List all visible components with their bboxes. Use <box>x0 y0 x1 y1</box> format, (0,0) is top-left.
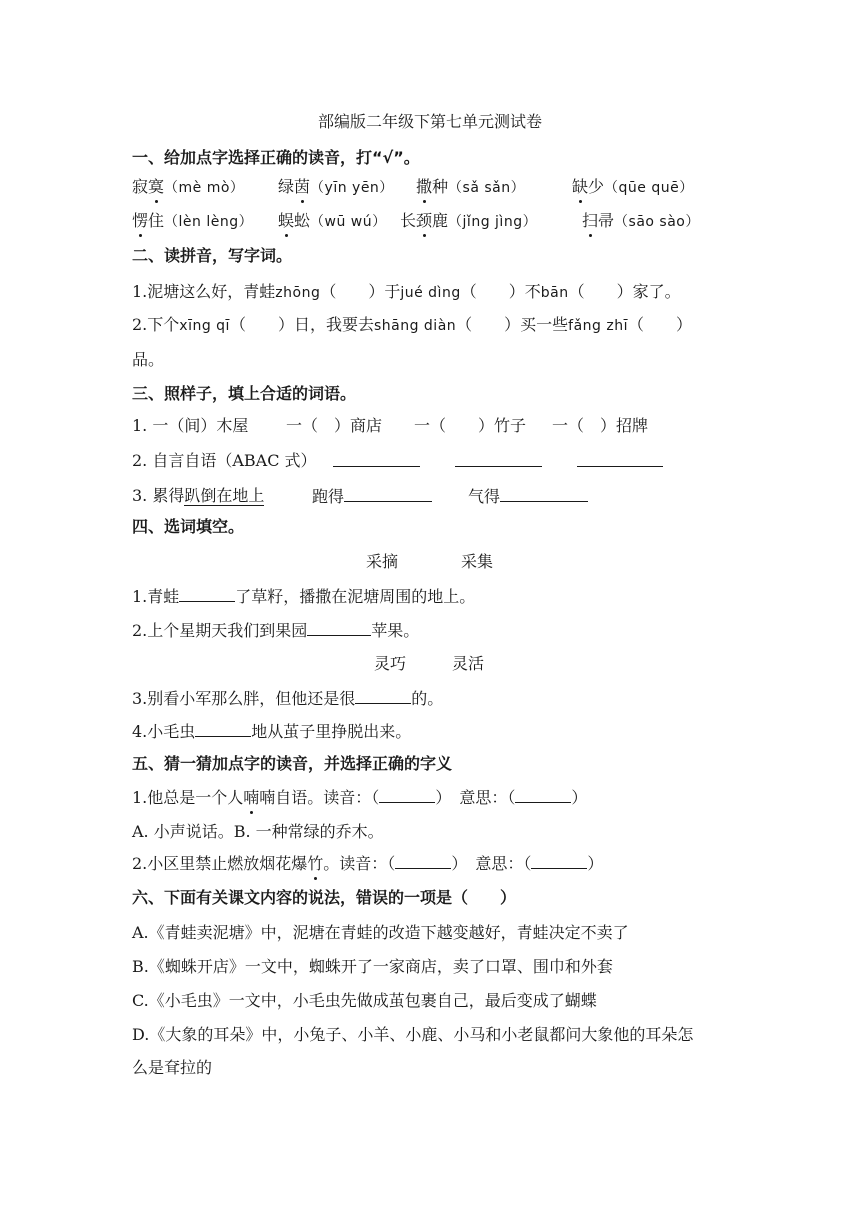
word-choice-2: 采集 <box>461 552 494 571</box>
pinyin-item-6: 蜈蚣（wū wú） <box>278 211 387 230</box>
section-5-heading: 五、猜一猜加点字的读音，并选择正确的字义 <box>132 754 453 773</box>
abac-blank-2 <box>455 451 542 472</box>
phrase-blank-1: 跑得 <box>312 486 432 507</box>
section-6-heading: 六、下面有关课文内容的说法，错误的一项是（ ） <box>132 888 517 907</box>
pinyin-item-5: 愣住（lèn lèng） <box>132 211 254 230</box>
question-5-2: 2.小区里禁止燃放烟花爆竹。读音：（ ） 意思：（ ） <box>132 854 604 873</box>
abac-blank-3 <box>577 451 663 472</box>
pinyin-item-2: 绿茵（yīn yēn） <box>278 177 394 196</box>
question-4-3: 3.别看小军那么胖，但他还是很 的。 <box>132 689 444 708</box>
word-choice-3: 灵巧 <box>374 654 407 673</box>
measure-word-blank-2: 一（ ）竹子 <box>414 416 527 435</box>
pinyin-item-7: 长颈鹿（jǐng jìng） <box>400 211 538 230</box>
option-d-continued: 么是耷拉的 <box>132 1058 213 1077</box>
section-3-heading: 三、照样子，填上合适的词语。 <box>132 384 357 403</box>
question-5-options: A. 小声说话。B. 一种常绿的乔木。 <box>132 822 384 841</box>
section-4-heading: 四、选词填空。 <box>132 517 245 536</box>
phrase-blank-2: 气得 <box>468 486 588 507</box>
option-c: C.《小毛虫》一文中，小毛虫先做成茧包裹自己，最后变成了蝴蝶 <box>132 991 597 1010</box>
option-d: D.《大象的耳朵》中，小兔子、小羊、小鹿、小马和小老鼠都问大象他的耳朵怎 <box>132 1025 694 1044</box>
section-1-heading: 一、给加点字选择正确的读音，打“√”。 <box>132 148 420 167</box>
phrase-example: 3. 累得趴倒在地上 <box>132 486 265 505</box>
section-2-heading: 二、读拼音，写字词。 <box>132 246 293 265</box>
question-4-1: 1.青蛙 了草籽，播撒在泥塘周围的地上。 <box>132 587 476 606</box>
option-b: B.《蜘蛛开店》一文中，蜘蛛开了一家商店，卖了口罩、围巾和外套 <box>132 957 613 976</box>
pinyin-item-4: 缺少（qūe quē） <box>572 177 694 196</box>
abac-prompt: 2. 自言自语（ABAC 式） <box>132 451 317 470</box>
measure-word-blank-1: 一（ ）商店 <box>286 416 383 435</box>
abac-blank-1 <box>333 451 420 472</box>
measure-word-example: 1. 一（间）木屋 <box>132 416 249 435</box>
question-2-2: 2.下个xīng qī（ ）日，我要去shāng diàn（ ）买一些fǎng zhī（ ） <box>132 315 693 334</box>
question-2-2-continued: 品。 <box>132 350 165 369</box>
option-a: A.《青蛙卖泥塘》中，泥塘在青蛙的改造下越变越好，青蛙决定不卖了 <box>132 923 629 942</box>
pinyin-item-3: 撒种（sǎ sǎn） <box>416 177 526 196</box>
question-4-2: 2.上个星期天我们到果园 苹果。 <box>132 621 420 640</box>
word-choice-4: 灵活 <box>452 654 485 673</box>
page-title: 部编版二年级下第七单元测试卷 <box>317 112 542 131</box>
word-choice-1: 采摘 <box>366 552 399 571</box>
question-2-1: 1.泥塘这么好，青蛙zhōng（ ）于jué dìng（ ）不bān（ ）家了。 <box>132 282 681 301</box>
question-4-4: 4.小毛虫 地从茧子里挣脱出来。 <box>132 722 412 741</box>
pinyin-item-8: 扫帚（sāo sào） <box>582 211 700 230</box>
pinyin-item-1: 寂寞（mè mò） <box>132 177 245 196</box>
measure-word-blank-3: 一（ ）招牌 <box>552 416 649 435</box>
question-5-1: 1.他总是一个人喃喃自语。读音：（ ） 意思：（ ） <box>132 788 588 807</box>
